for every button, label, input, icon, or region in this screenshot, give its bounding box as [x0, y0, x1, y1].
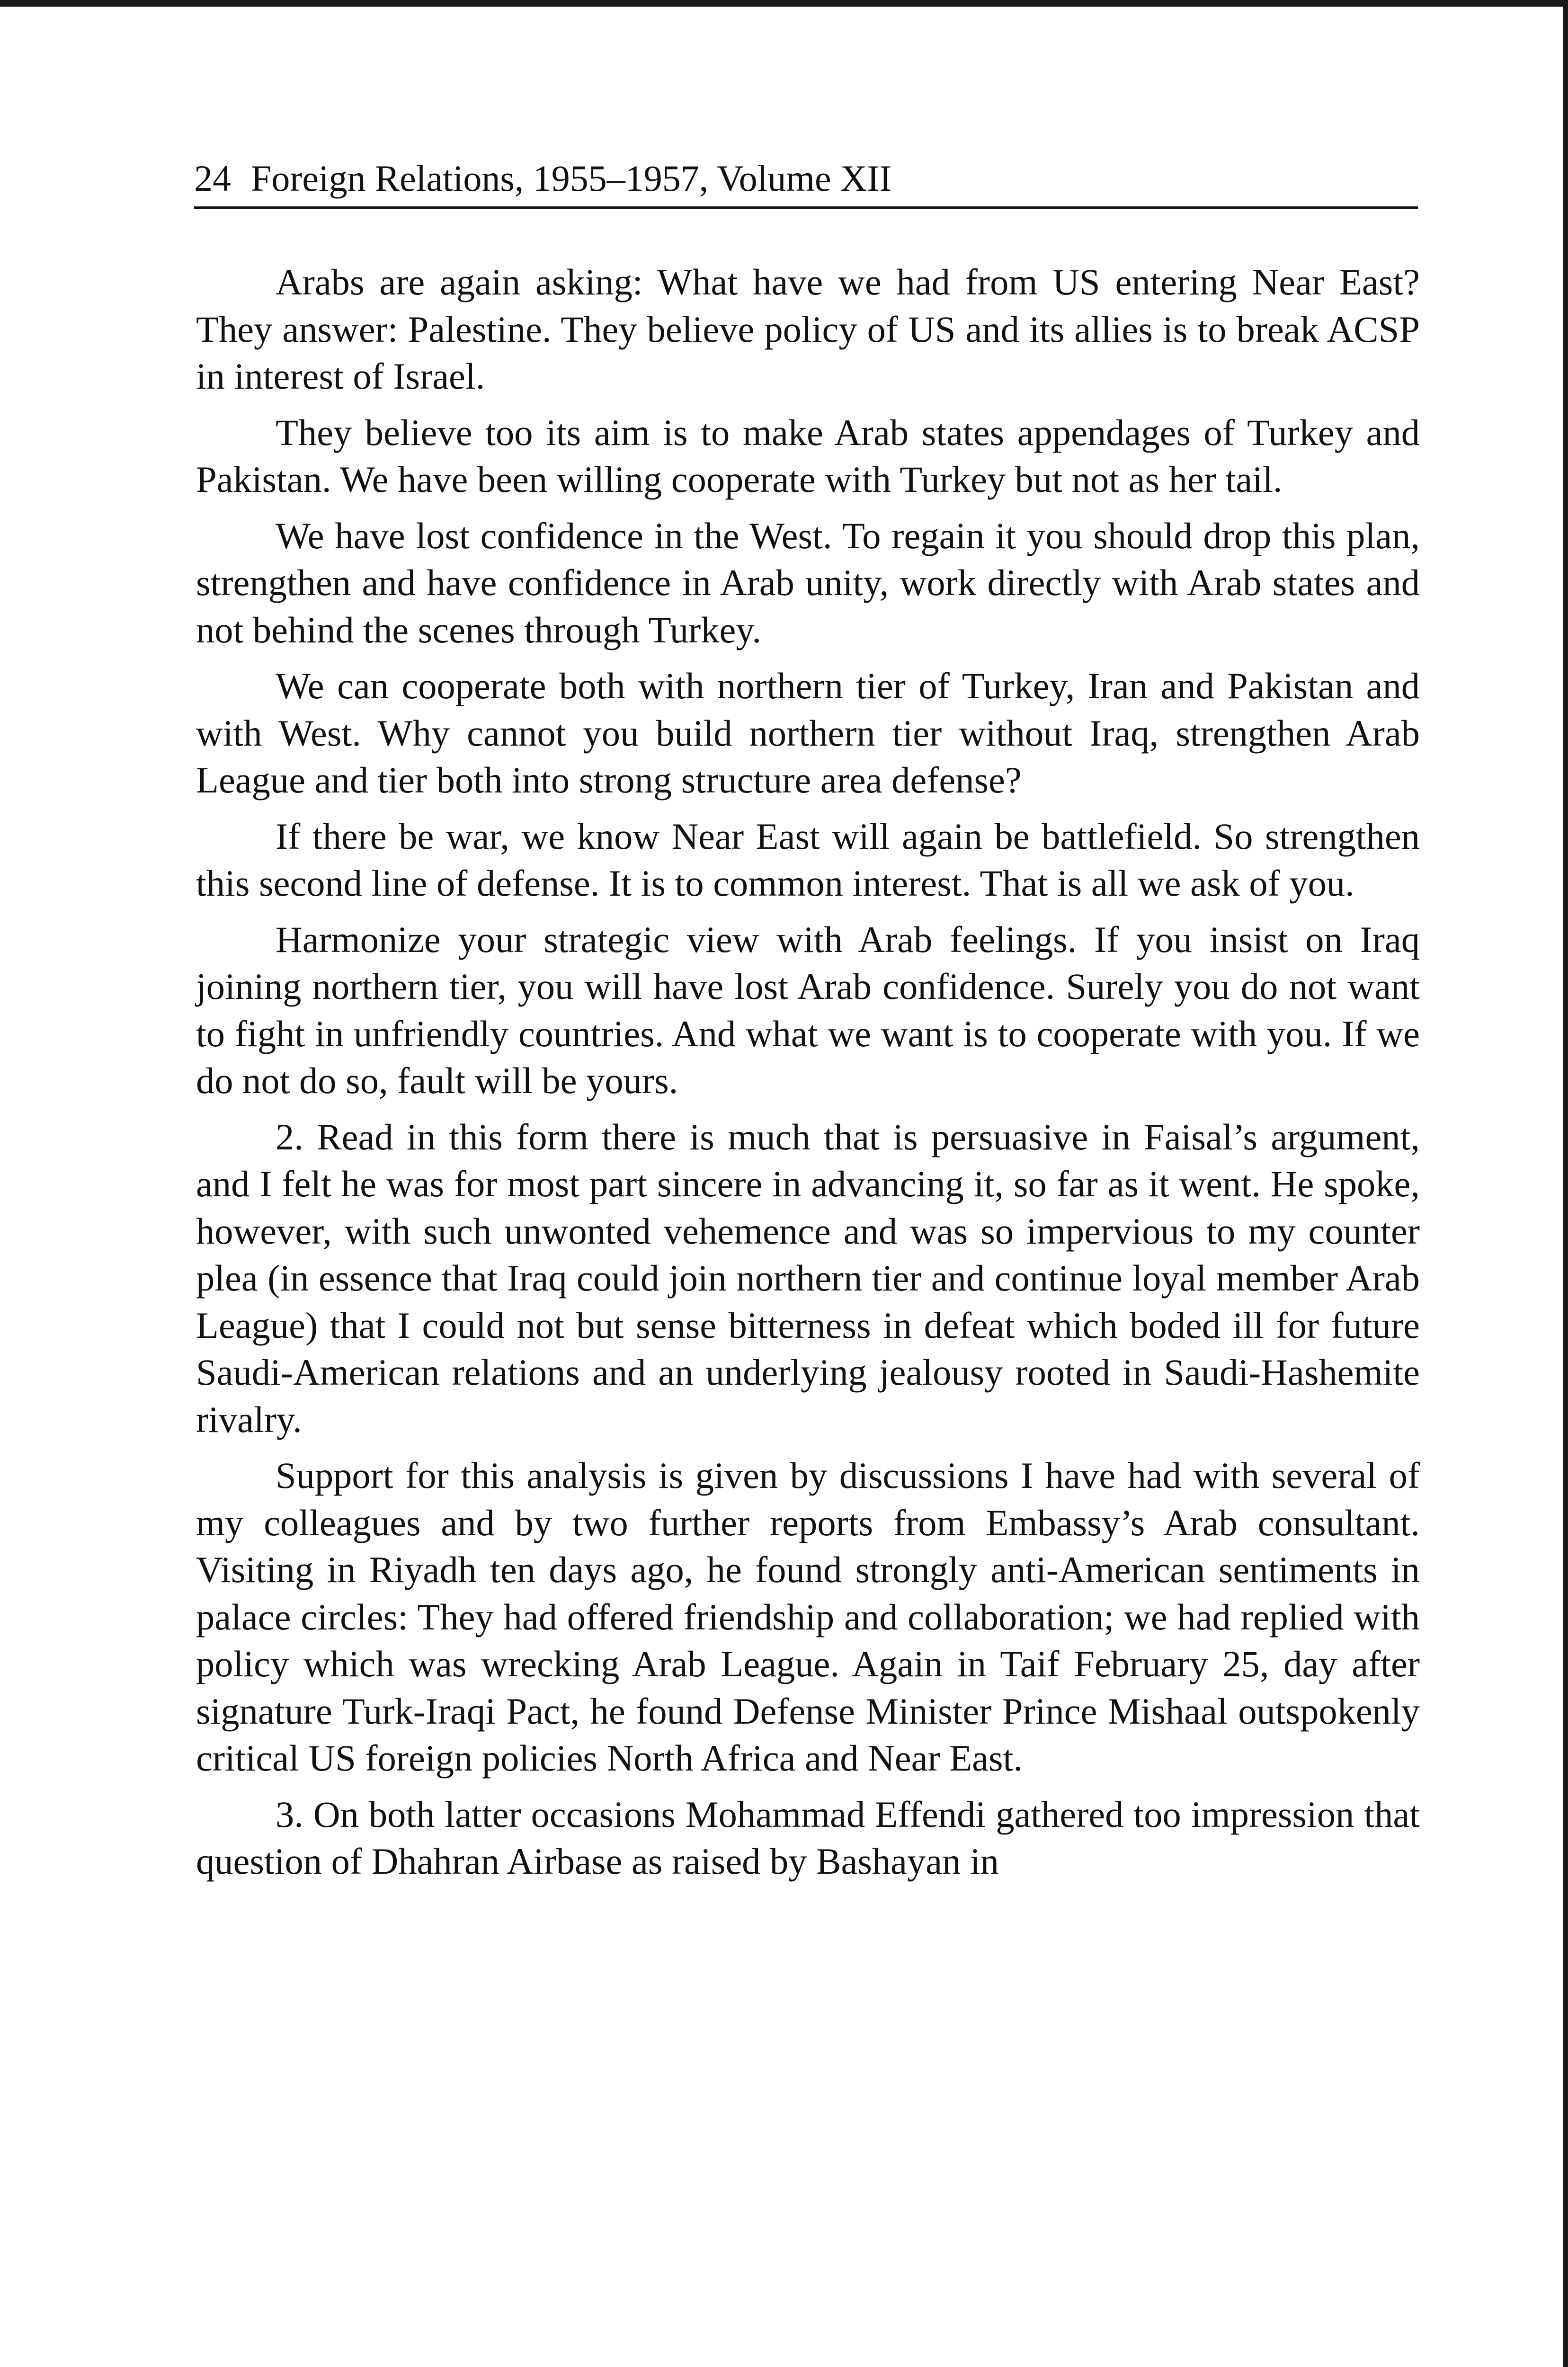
paragraph-war-battlefield: If there be war, we know Near East will again be battlefield. So strengthen this second line of defense. It is to common interest. That is all we ask of you.: [196, 815, 1420, 904]
page-number: 24: [194, 158, 231, 199]
paragraph-appendages: They believe too its aim is to make Arab states appendages of Turkey and Pakistan. We have been willing cooperate with Turkey but not as her tail.: [196, 411, 1420, 500]
body-text: [196, 258, 1420, 1894]
paragraph-point-3: 3. On both latter occasions Mohammad Effendi gathered too impression that question of Dhahran Airbase as raised by Bashayan in: [196, 1793, 1420, 1882]
running-title: Foreign Relations, 1955–1957, Volume XII: [251, 158, 892, 199]
paragraph-point-2: 2. Read in this form there is much that is persuasive in Faisal’s argument, and I felt he was for most part sincere in advancing it, so far as it went. He spoke, however, with such unwonted vehemence and was so impervious to my counter plea (in essence that Iraq could join northern tier and continue loyal member Arab League) that I could not but sense bitterness in defeat which boded ill for future Saudi-American relations and an underlying jealousy rooted in Saudi-Hashemite rivalry.: [196, 1116, 1420, 1440]
scan-right-edge: [1563, 0, 1568, 2367]
paragraph-lost-confidence: We have lost confidence in the West. To regain it you should drop this plan, strengthen and have confidence in Arab unity, work directly with Arab states and not behind the scenes through Turkey.: [196, 515, 1420, 650]
paragraph-northern-tier: We can cooperate both with northern tier of Turkey, Iran and Pakistan and with West. Why cannot you build northern tier without Iraq, strengthen Arab League and tier both into strong structure area defense?: [196, 665, 1420, 801]
paragraph-harmonize: Harmonize your strategic view with Arab feelings. If you insist on Iraq joining northern tier, you will have lost Arab confidence. Surely you do not want to fight in unfriendly countries. And what we want is to cooperate with you. If we do not do so, fault will be yours.: [196, 918, 1420, 1101]
paragraph-arabs-asking: Arabs are again asking: What have we had from US entering Near East? They answer: Palestine. They believe policy of US and its allies is to break ACSP in interest of Israel.: [196, 261, 1420, 397]
running-head: [194, 151, 1418, 209]
scan-top-edge: [0, 0, 1568, 7]
paragraph-support-analysis: Support for this analysis is given by discussions I have had with several of my colleagues and by two further reports from Embassy’s Arab consultant. Visiting in Riyadh ten days ago, he found strongly anti-American sentiments in palace circles: They had offered friendship and collaboration; we had replied with policy which was wrecking Arab League. Again in Taif February 25, day after signature Turk-Iraqi Pact, he found Defense Minister Prince Mishaal outspokenly critical US foreign policies North Africa and Near East.: [196, 1455, 1420, 1779]
